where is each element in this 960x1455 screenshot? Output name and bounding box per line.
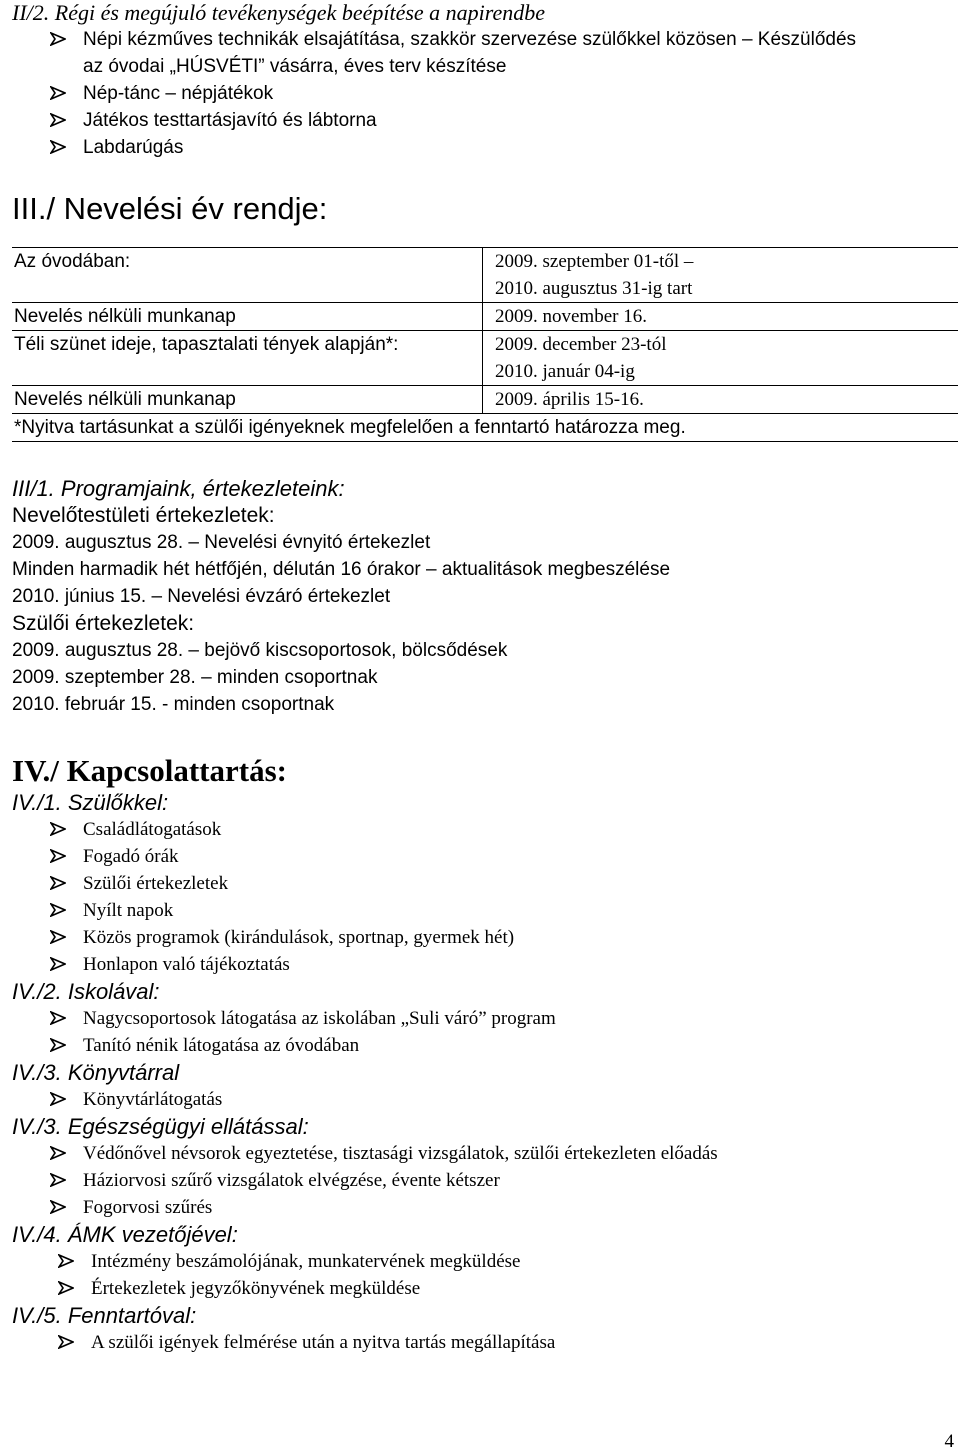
list-item: Intézmény beszámolójának, munkatervének megküldése	[12, 1248, 958, 1275]
arrow-bullet-icon	[58, 1329, 78, 1356]
list-item: Védőnővel névsorok egyeztetése, tisztasági vizsgálatok, szülői értekezleten előadás	[12, 1140, 958, 1167]
section-3-1-title: III/1. Programjaink, értekezleteink:	[12, 476, 345, 501]
arrow-bullet-icon	[50, 1167, 70, 1194]
arrow-bullet-icon	[50, 816, 70, 843]
list-item: Szülői értekezletek	[12, 870, 958, 897]
table-row	[12, 386, 958, 414]
arrow-bullet-icon	[50, 1140, 70, 1167]
list-item: Fogorvosi szűrés	[12, 1194, 958, 1221]
schedule-value: 2009. április 15-16.	[495, 389, 644, 410]
schedule-label: Téli szünet ideje, tapasztalati tények alapján*:	[12, 331, 483, 385]
staff-meetings-heading: Nevelőtestületi értekezletek:	[12, 504, 275, 527]
staff-meeting-line: Minden harmadik hét hétfőjén, délután 16 órakor – aktualitások megbeszélése	[12, 559, 671, 580]
section-2-2	[12, 0, 958, 161]
arrow-bullet-icon	[50, 1194, 70, 1221]
section-2-2-list	[12, 26, 958, 161]
list-item: Háziorvosi szűrő vizsgálatok elvégzése, évente kétszer	[12, 1167, 958, 1194]
parent-meeting-line: 2009. szeptember 28. – minden csoportnak	[12, 667, 378, 688]
schedule-label: Az óvodában:	[12, 248, 483, 302]
list-item: Nagycsoportosok látogatása az iskolában „Suli váró” program	[12, 1005, 958, 1032]
staff-meeting-line: 2010. június 15. – Nevelési évzáró értekezlet	[12, 586, 391, 607]
group-heading: IV./4. ÁMK vezetőjével:	[12, 1222, 238, 1247]
list-item: Családlátogatások	[12, 816, 958, 843]
group-heading: IV./3. Könyvtárral	[12, 1060, 180, 1085]
arrow-bullet-icon	[58, 1275, 78, 1302]
section-2-2-title: II/2. Régi és megújuló tevékenységek beépítése a napirendbe	[12, 0, 546, 25]
list-item: A szülői igények felmérése után a nyitva tartás megállapítása	[12, 1329, 958, 1356]
section-3-1	[12, 475, 958, 718]
schedule-value-line: 2009. december 23-tól	[495, 334, 667, 355]
section-3-title: III./ Nevelési év rendje:	[12, 191, 328, 226]
arrow-bullet-icon	[50, 26, 70, 53]
section-4-title: IV./ Kapcsolattartás:	[12, 753, 287, 788]
list-item: Nép-tánc – népjátékok	[12, 80, 958, 107]
document-page	[12, 0, 958, 1356]
parent-meetings-heading: Szülői értekezletek:	[12, 612, 195, 635]
list-item: Nyílt napok	[12, 897, 958, 924]
table-row	[12, 248, 958, 303]
list-item: Fogadó órák	[12, 843, 958, 870]
table-row	[12, 331, 958, 386]
arrow-bullet-icon	[50, 107, 70, 134]
list-item: Játékos testtartásjavító és lábtorna	[12, 107, 958, 134]
arrow-bullet-icon	[50, 843, 70, 870]
list-item: Értekezletek jegyzőkönyvének megküldése	[12, 1275, 958, 1302]
group-list	[12, 1248, 958, 1302]
arrow-bullet-icon	[50, 1005, 70, 1032]
list-item: Labdarúgás	[12, 134, 958, 161]
parent-meeting-line: 2010. február 15. - minden csoportnak	[12, 694, 335, 715]
group-list	[12, 816, 958, 978]
page-number: 4	[944, 1431, 954, 1452]
arrow-bullet-icon	[50, 951, 70, 978]
group-heading: IV./1. Szülőkkel:	[12, 790, 169, 815]
list-item-continuation: az óvodai „HÚSVÉTI” vásárra, éves terv készítése	[83, 56, 507, 77]
group-list	[12, 1329, 958, 1356]
arrow-bullet-icon	[50, 1086, 70, 1113]
schedule-value	[483, 248, 958, 302]
schedule-value: 2009. november 16.	[495, 306, 647, 327]
arrow-bullet-icon	[58, 1248, 78, 1275]
arrow-bullet-icon	[50, 1032, 70, 1059]
list-item: Honlapon való tájékoztatás	[12, 951, 958, 978]
arrow-bullet-icon	[50, 80, 70, 107]
arrow-bullet-icon	[50, 897, 70, 924]
list-item: Közös programok (kirándulások, sportnap, gyermek hét)	[12, 924, 958, 951]
staff-meeting-line: 2009. augusztus 28. – Nevelési évnyitó értekezlet	[12, 532, 431, 553]
group-list	[12, 1005, 958, 1059]
group-list	[12, 1140, 958, 1221]
schedule-label: Nevelés nélküli munkanap	[12, 386, 483, 413]
schedule-label: Nevelés nélküli munkanap	[12, 303, 483, 330]
table-row	[12, 414, 958, 441]
parent-meeting-line: 2009. augusztus 28. – bejövő kiscsoportosok, bölcsődések	[12, 640, 508, 661]
schedule-value	[483, 331, 958, 385]
arrow-bullet-icon	[50, 870, 70, 897]
schedule-footnote: *Nyitva tartásunkat a szülői igényeknek megfelelően a fenntartó határozza meg.	[14, 417, 686, 438]
group-list	[12, 1086, 958, 1113]
list-item: Tanító nénik látogatása az óvodában	[12, 1032, 958, 1059]
list-item: Könyvtárlátogatás	[12, 1086, 958, 1113]
arrow-bullet-icon	[50, 134, 70, 161]
group-heading: IV./2. Iskolával:	[12, 979, 160, 1004]
arrow-bullet-icon	[50, 924, 70, 951]
table-row	[12, 303, 958, 331]
group-heading: IV./5. Fenntartóval:	[12, 1303, 197, 1328]
schedule-value-line: 2010. január 04-ig	[495, 361, 635, 382]
group-heading: IV./3. Egészségügyi ellátással:	[12, 1114, 309, 1139]
schedule-value-line: 2010. augusztus 31-ig tart	[495, 278, 693, 299]
list-item: Népi kézműves technikák elsajátítása, szakkör szervezése szülőkkel közösen – Készülődés	[12, 26, 958, 53]
schedule-table	[12, 247, 958, 442]
schedule-value-line: 2009. szeptember 01-től –	[495, 251, 694, 272]
